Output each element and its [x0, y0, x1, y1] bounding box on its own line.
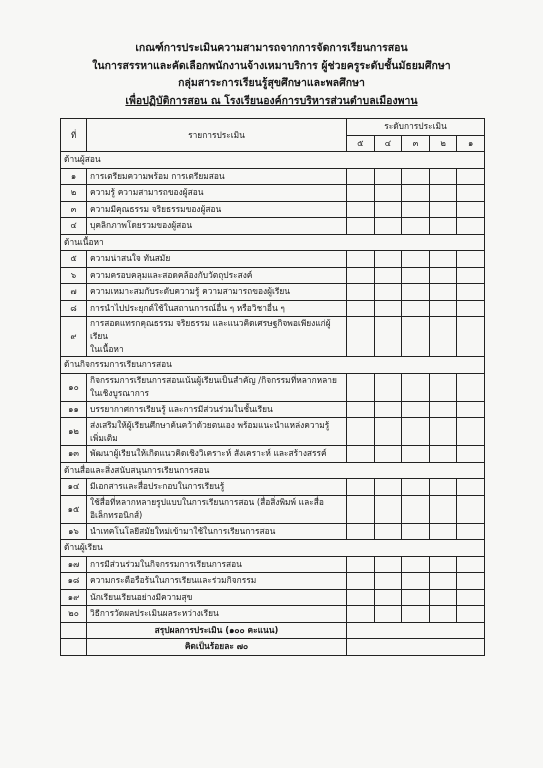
item-number: ๖: [61, 267, 87, 284]
item-number: ๔: [61, 218, 87, 235]
item-text-cell: [87, 201, 347, 218]
score-cell[interactable]: [347, 556, 375, 573]
score-cell[interactable]: [347, 185, 375, 202]
score-cell[interactable]: [457, 185, 485, 202]
header-item: รายการประเมิน: [87, 119, 347, 152]
score-cell[interactable]: [402, 168, 430, 185]
item-text-cell: [87, 589, 347, 606]
item-number: ๑๐: [61, 373, 87, 401]
section-row: [61, 152, 485, 169]
score-cell[interactable]: [374, 606, 402, 623]
summary-label: สรุปผลการประเมิน (๑๐๐ คะแนน): [87, 622, 347, 639]
item-text-continued: อิเล็กทรอนิกส์): [90, 510, 143, 520]
item-number: ๑๙: [61, 589, 87, 606]
score-cell[interactable]: [457, 251, 485, 268]
score-cell[interactable]: [347, 418, 375, 446]
score-cell[interactable]: [457, 168, 485, 185]
item-text-cell: [87, 446, 347, 463]
item-number: ๑๓: [61, 446, 87, 463]
item-number: ๒: [61, 185, 87, 202]
score-cell[interactable]: [429, 251, 457, 268]
summary-row: [61, 622, 485, 639]
score-cell[interactable]: [402, 523, 430, 540]
item-number: ๘: [61, 300, 87, 317]
score-cell[interactable]: [402, 556, 430, 573]
item-text-continued: เพิ่มเติม: [90, 432, 118, 443]
score-cell[interactable]: [429, 401, 457, 418]
item-number: ๕: [61, 251, 87, 268]
item-number: ๒๐: [61, 606, 87, 623]
score-cell[interactable]: [429, 267, 457, 284]
item-text: ส่งเสริมให้ผู้เรียนศึกษาค้นคว้าด้วยตนเอง พร้อมแนะนำแหล่งความรู้: [90, 419, 330, 430]
item-number: ๗: [61, 284, 87, 301]
item-number: ๙: [61, 317, 87, 357]
item-text: พัฒนาผู้เรียนให้เกิดแนวคิดเชิงวิเคราะห์ สังเคราะห์ และสร้างสรรค์: [90, 448, 327, 459]
item-text-cell: [87, 401, 347, 418]
score-cell[interactable]: [457, 300, 485, 317]
title-line-1: เกณฑ์การประเมินความสามารถจากการจัดการเรียนการสอน: [135, 42, 408, 54]
score-cell[interactable]: [429, 185, 457, 202]
score-cell[interactable]: [402, 251, 430, 268]
score-cell[interactable]: [457, 523, 485, 540]
score-cell[interactable]: [347, 606, 375, 623]
score-cell[interactable]: [457, 267, 485, 284]
score-cell[interactable]: [429, 556, 457, 573]
score-cell[interactable]: [374, 284, 402, 301]
level-3: ๓: [402, 135, 430, 152]
item-text-cell: [87, 606, 347, 623]
score-cell[interactable]: [347, 495, 375, 523]
score-cell[interactable]: [347, 373, 375, 401]
score-cell[interactable]: [347, 573, 375, 590]
score-cell[interactable]: [347, 523, 375, 540]
table-row: [61, 267, 485, 284]
score-cell[interactable]: [347, 589, 375, 606]
evaluation-table: [60, 118, 485, 656]
table-row: [61, 373, 485, 401]
item-text: ความน่าสนใจ ทันสมัย: [90, 253, 171, 264]
section-heading: ด้านผู้สอน: [61, 152, 485, 169]
item-text: ใช้สื่อที่หลากหลายรูปแบบในการเรียนการสอน (สื่อสิ่งพิมพ์ และสื่อ: [90, 497, 324, 507]
item-text: กิจกรรมการเรียนการสอนเน้นผู้เรียนเป็นสำคัญ /กิจกรรมที่หลากหลาย: [90, 375, 337, 385]
section-row: [61, 357, 485, 374]
item-number: ๓: [61, 201, 87, 218]
score-cell[interactable]: [374, 317, 402, 357]
score-cell[interactable]: [374, 201, 402, 218]
table-row: [61, 300, 485, 317]
score-cell[interactable]: [374, 556, 402, 573]
summary-score-cell[interactable]: [347, 622, 485, 639]
score-cell[interactable]: [374, 479, 402, 496]
score-cell[interactable]: [457, 495, 485, 523]
score-cell[interactable]: [457, 201, 485, 218]
percent-row: [61, 639, 485, 656]
item-text: บรรยากาศการเรียนรู้ และการมีส่วนร่วมในชั้นเรียน: [90, 403, 273, 414]
summary-no-cell: [61, 622, 87, 639]
item-text-cell: [87, 168, 347, 185]
score-cell[interactable]: [347, 300, 375, 317]
score-cell[interactable]: [374, 373, 402, 401]
score-cell[interactable]: [402, 589, 430, 606]
score-cell[interactable]: [429, 479, 457, 496]
score-cell[interactable]: [429, 284, 457, 301]
score-cell[interactable]: [429, 373, 457, 401]
score-cell[interactable]: [374, 185, 402, 202]
section-row: [61, 540, 485, 557]
section-heading: ด้านสื่อและสิ่งสนับสนุนการเรียนการสอน: [61, 462, 485, 479]
score-cell[interactable]: [402, 573, 430, 590]
percent-score-cell[interactable]: [347, 639, 485, 656]
item-text-cell: [87, 185, 347, 202]
table-row: [61, 168, 485, 185]
score-cell[interactable]: [347, 446, 375, 463]
table-row: [61, 401, 485, 418]
item-text-continued: ในเชิงบูรณาการ: [90, 388, 150, 398]
table-row: [61, 218, 485, 235]
table-row: [61, 573, 485, 590]
score-cell[interactable]: [457, 317, 485, 357]
item-text-cell: [87, 523, 347, 540]
item-text: บุคลิกภาพโดยรวมของผู้สอน: [90, 220, 193, 231]
score-cell[interactable]: [402, 218, 430, 235]
item-text-cell: [87, 267, 347, 284]
item-text-cell: [87, 317, 347, 357]
table-row: [61, 495, 485, 523]
score-cell[interactable]: [402, 201, 430, 218]
item-text: การมีส่วนร่วมในกิจกรรมการเรียนการสอน: [90, 558, 242, 569]
score-cell[interactable]: [429, 201, 457, 218]
score-cell[interactable]: [402, 418, 430, 446]
table-row: [61, 479, 485, 496]
score-cell[interactable]: [429, 168, 457, 185]
score-cell[interactable]: [429, 589, 457, 606]
item-text-cell: [87, 479, 347, 496]
score-cell[interactable]: [429, 606, 457, 623]
evaluation-body: [61, 152, 485, 623]
score-cell[interactable]: [457, 401, 485, 418]
item-text-cell: [87, 373, 347, 401]
section-row: [61, 234, 485, 251]
table-row: [61, 556, 485, 573]
score-cell[interactable]: [429, 446, 457, 463]
item-text-cell: [87, 300, 347, 317]
item-text: การสอดแทรกคุณธรรม จริยธรรม และแนวคิดเศรษฐกิจพอเพียงแก่ผู้เรียน: [90, 318, 331, 341]
score-cell[interactable]: [429, 300, 457, 317]
table-row: [61, 251, 485, 268]
score-cell[interactable]: [347, 284, 375, 301]
item-number: ๑๒: [61, 418, 87, 446]
score-cell[interactable]: [402, 479, 430, 496]
title-line-3: กลุ่มสาระการเรียนรู้สุขศึกษาและพลศึกษา: [178, 77, 365, 89]
table-row: [61, 446, 485, 463]
item-number: ๑๘: [61, 573, 87, 590]
table-row: [61, 185, 485, 202]
score-cell[interactable]: [374, 251, 402, 268]
score-cell[interactable]: [402, 185, 430, 202]
header-no: ที่: [61, 119, 87, 152]
document-title: [40, 40, 503, 110]
score-cell[interactable]: [457, 589, 485, 606]
score-cell[interactable]: [347, 267, 375, 284]
item-text: ความมีคุณธรรม จริยธรรมของผู้สอน: [90, 203, 222, 214]
section-heading: ด้านเนื้อหา: [61, 234, 485, 251]
item-text: นำเทคโนโลยีสมัยใหม่เข้ามาใช้ในการเรียนการสอน: [90, 525, 276, 536]
score-cell[interactable]: [457, 418, 485, 446]
score-cell[interactable]: [374, 446, 402, 463]
score-cell[interactable]: [429, 418, 457, 446]
item-text: วิธีการวัดผลประเมินผลระหว่างเรียน: [90, 608, 219, 619]
score-cell[interactable]: [347, 317, 375, 357]
item-text-cell: [87, 284, 347, 301]
score-cell[interactable]: [374, 267, 402, 284]
header-level: ระดับการประเมิน: [347, 119, 485, 136]
score-cell[interactable]: [374, 495, 402, 523]
score-cell[interactable]: [347, 218, 375, 235]
score-cell[interactable]: [429, 495, 457, 523]
table-row: [61, 606, 485, 623]
item-text-continued: ในเนื้อหา: [90, 344, 124, 354]
table-row: [61, 201, 485, 218]
score-cell[interactable]: [374, 300, 402, 317]
title-line-2: ในการสรรหาและคัดเลือกพนักงานจ้างเหมาบริการ ผู้ช่วยครูระดับชั้นมัธยมศึกษา: [92, 59, 451, 72]
score-cell[interactable]: [457, 218, 485, 235]
score-cell[interactable]: [402, 606, 430, 623]
score-cell[interactable]: [374, 168, 402, 185]
level-1: ๑: [457, 135, 485, 152]
score-cell[interactable]: [402, 401, 430, 418]
score-cell[interactable]: [457, 373, 485, 401]
item-number: ๑: [61, 168, 87, 185]
score-cell[interactable]: [429, 573, 457, 590]
section-heading: ด้านผู้เรียน: [61, 540, 485, 557]
level-5: ๕: [347, 135, 375, 152]
score-cell[interactable]: [402, 495, 430, 523]
item-text: ความรู้ ความสามารถของผู้สอน: [90, 187, 204, 198]
percent-label: คิดเป็นร้อยละ ๗๐: [87, 639, 347, 656]
item-number: ๑๕: [61, 495, 87, 523]
item-text: ความกระตือรือร้นในการเรียนและร่วมกิจกรรม: [90, 575, 257, 586]
table-row: [61, 589, 485, 606]
item-text: การเตรียมความพร้อม การเตรียมสอน: [90, 170, 225, 181]
item-text-cell: [87, 251, 347, 268]
section-heading: ด้านกิจกรรมการเรียนการสอน: [61, 357, 485, 374]
table-row: [61, 284, 485, 301]
score-cell[interactable]: [457, 606, 485, 623]
item-text-cell: [87, 573, 347, 590]
score-cell[interactable]: [457, 573, 485, 590]
score-cell[interactable]: [402, 446, 430, 463]
score-cell[interactable]: [429, 218, 457, 235]
score-cell[interactable]: [457, 479, 485, 496]
item-text: ความเหมาะสมกับระดับความรู้ ความสามารถของผู้เรียน: [90, 286, 290, 297]
score-cell[interactable]: [347, 479, 375, 496]
score-cell[interactable]: [374, 418, 402, 446]
score-cell[interactable]: [429, 523, 457, 540]
item-text-cell: [87, 218, 347, 235]
item-number: ๑๑: [61, 401, 87, 418]
item-number: ๑๖: [61, 523, 87, 540]
score-cell[interactable]: [402, 267, 430, 284]
score-cell[interactable]: [402, 373, 430, 401]
item-text-cell: [87, 556, 347, 573]
item-text: มีเอกสารและสื่อประกอบในการเรียนรู้: [90, 481, 225, 492]
percent-no-cell: [61, 639, 87, 656]
item-number: ๑๗: [61, 556, 87, 573]
item-text: การนำไปประยุกต์ใช้ในสถานการณ์อื่น ๆ หรือวิชาอื่น ๆ: [90, 302, 285, 313]
score-cell[interactable]: [402, 300, 430, 317]
score-cell[interactable]: [347, 168, 375, 185]
level-2: ๒: [429, 135, 457, 152]
item-text: นักเรียนเรียนอย่างมีความสุข: [90, 591, 193, 602]
score-cell[interactable]: [374, 589, 402, 606]
score-cell[interactable]: [374, 218, 402, 235]
score-cell[interactable]: [347, 251, 375, 268]
score-cell[interactable]: [374, 523, 402, 540]
score-cell[interactable]: [402, 317, 430, 357]
score-cell[interactable]: [347, 201, 375, 218]
score-cell[interactable]: [347, 401, 375, 418]
level-4: ๔: [374, 135, 402, 152]
score-cell[interactable]: [374, 401, 402, 418]
item-text-cell: [87, 418, 347, 446]
item-number: ๑๔: [61, 479, 87, 496]
score-cell[interactable]: [457, 284, 485, 301]
table-row: [61, 418, 485, 446]
score-cell[interactable]: [374, 573, 402, 590]
score-cell[interactable]: [402, 284, 430, 301]
score-cell[interactable]: [457, 556, 485, 573]
table-row: [61, 523, 485, 540]
table-row: [61, 317, 485, 357]
score-cell[interactable]: [457, 446, 485, 463]
title-line-4: เพื่อปฏิบัติการสอน ณ โรงเรียนองค์การบริหารส่วนตำบลเมืองพาน: [125, 94, 418, 107]
item-text: ความครอบคลุมและสอดคล้องกับวัตถุประสงค์: [90, 269, 253, 280]
item-text-cell: [87, 495, 347, 523]
section-row: [61, 462, 485, 479]
score-cell[interactable]: [429, 317, 457, 357]
